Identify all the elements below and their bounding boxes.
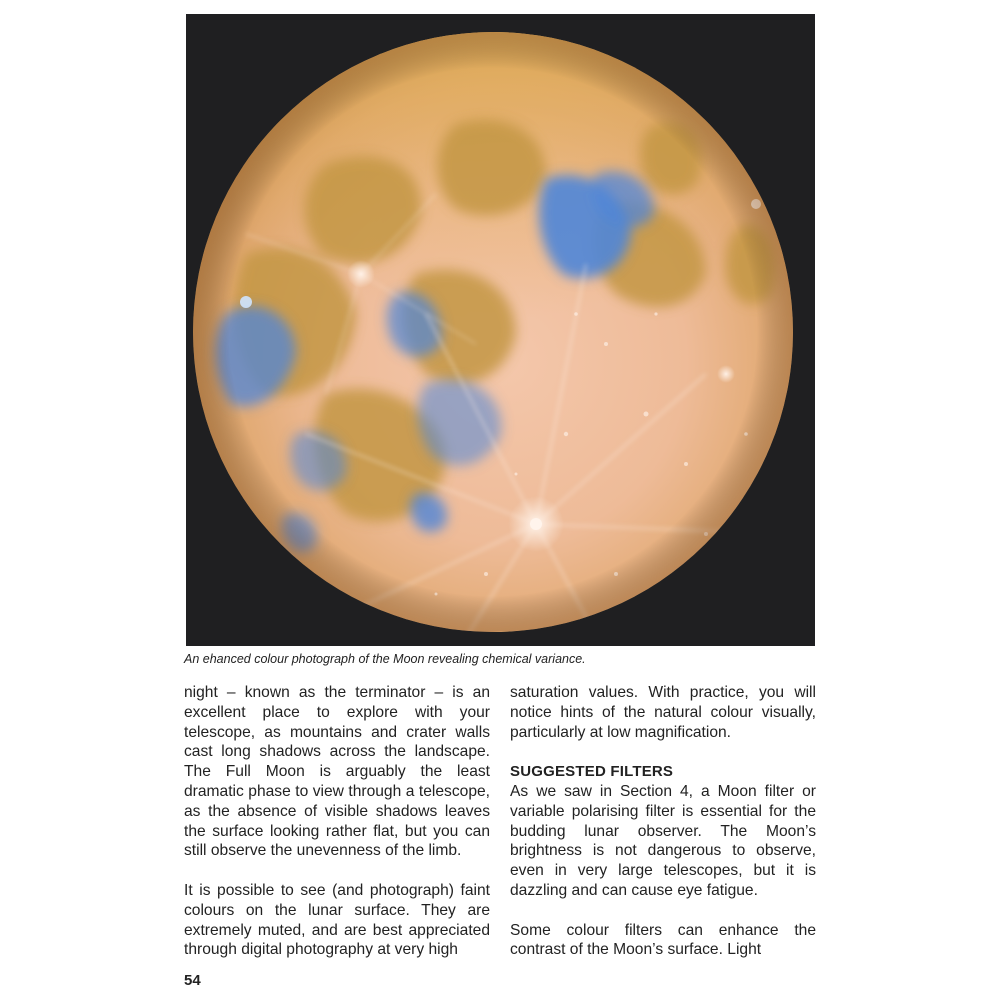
page-number: 54 bbox=[184, 972, 201, 989]
body-paragraph: Some colour filters can enhance the contrast of the Moon’s surface. Light bbox=[510, 921, 816, 959]
left-text-column bbox=[184, 683, 490, 960]
section-heading: SUGGESTED FILTERS bbox=[510, 763, 674, 781]
body-paragraph: It is possible to see (and photograph) faint colours on the lunar surface. They are extremely muted, and are best appreciated through digital photography at very high bbox=[184, 881, 490, 959]
body-paragraph: night – known as the terminator – is an excellent place to explore with your telescope, as mountains and crater walls cast long shadows across the landscape. The Full Moon is arguably the least dramatic phase to view through a telescope, as the absence of visible shadows leaves the surface looking rather flat, but you can still observe the unevenness of the limb. bbox=[184, 684, 490, 860]
body-paragraph: As we saw in Section 4, a Moon filter or variable polarising filter is essential for the budding lunar observer. The Moon’s brightness is not dangerous to observe, even in very large telescopes, but it is dazzling and can cause eye fatigue. bbox=[510, 782, 816, 899]
body-paragraph: saturation values. With practice, you will notice hints of the natural colour visually, particularly at low magnification. bbox=[510, 684, 816, 741]
right-text-column bbox=[510, 683, 816, 960]
figure-caption: An ehanced colour photograph of the Moon revealing chemical variance. bbox=[184, 652, 586, 666]
moon-image bbox=[186, 14, 815, 646]
moon-photograph bbox=[186, 14, 815, 646]
